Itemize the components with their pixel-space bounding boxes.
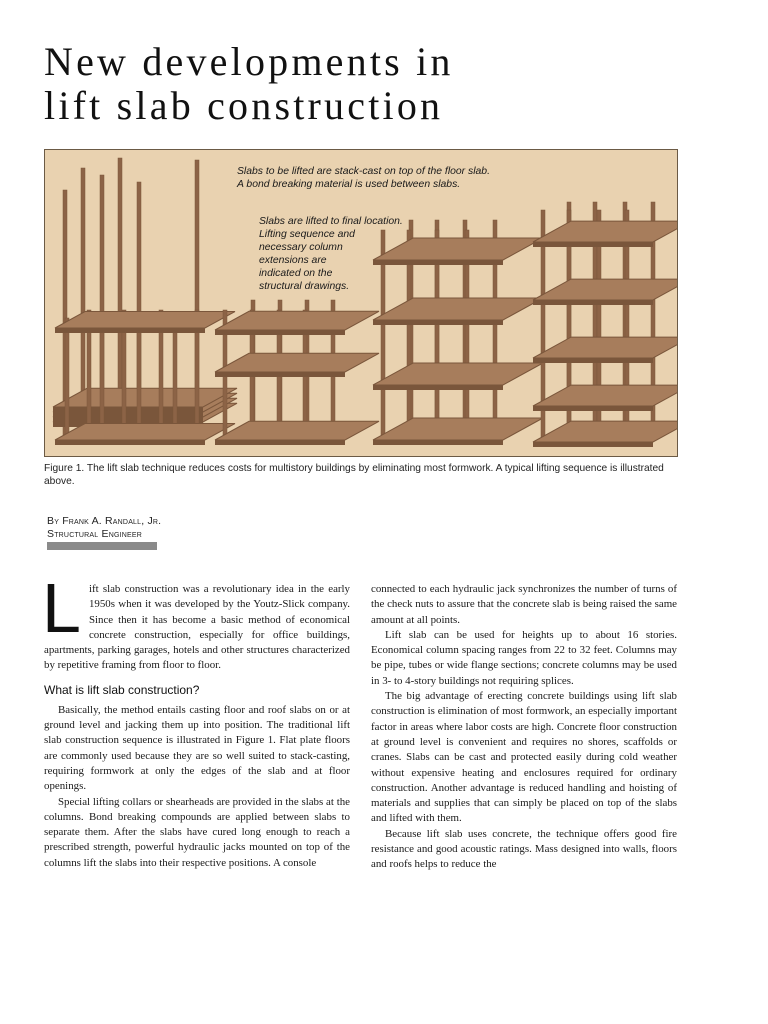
body-paragraph <box>42 569 350 674</box>
figure-label-lift-1: Slabs are lifted to final location. <box>259 216 403 227</box>
body-column-right <box>371 582 677 873</box>
paragraph-text: ift slab construction was a revolutionary idea in the early 1950s when it was developed by the Youtz-Slick company. Since then it has become a basic method of economical concrete construction, especially for office buildings, apartments, parking garages, hotels and other structures characterized by repetitive framing from floor to floor. <box>44 583 350 672</box>
stack-slab-stage1-edge <box>53 417 203 422</box>
slab-stage4 <box>373 238 543 260</box>
figure-label-lift-3: necessary column <box>259 242 343 253</box>
stack-slab-stage1-edge <box>53 412 203 417</box>
ground-slab-stage2-edge <box>55 440 205 445</box>
slab-stage3-edge <box>215 372 345 377</box>
title-line-1: New developments in <box>44 39 454 84</box>
lifted-slab-stage2 <box>55 312 235 329</box>
slab-stage4 <box>373 298 543 320</box>
slab-stage5-edge <box>533 358 653 363</box>
slab-stage5-edge <box>533 242 653 247</box>
slab-stage3-edge <box>215 440 345 445</box>
lifted-slab-stage2-edge <box>55 328 205 333</box>
column-stage2 <box>65 318 69 442</box>
figure-caption: Figure 1. The lift slab technique reduces costs for multistory buildings by eliminating most formwork. A typical lifting sequence is illustrated above. <box>44 463 664 487</box>
figure-label-stack-cast: Slabs to be lifted are stack-cast on top of the floor slab. <box>237 166 490 177</box>
slab-stage4-edge <box>373 320 503 325</box>
slab-stage5-edge <box>533 406 653 411</box>
byline-divider-bar <box>47 542 157 550</box>
body-paragraph: The big advantage of erecting concrete buildings using lift slab construction is elimination of most formwork, an especially important factor in areas where labor costs are high. Concrete floor construction at ground level is convenient and requires no shores, scaffolds or cranes. Slabs can be cast and protected easily during cold weather without expensive heating and enclosures required for ordinary construction. Another advantage is reduced handling and hoisting of materials and supplies that can simply be placed on top of the slabs and lifted with them. <box>371 690 677 825</box>
byline-author: By Frank A. Randall, Jr. <box>47 515 162 527</box>
drop-cap: L <box>42 569 81 647</box>
body-paragraph: connected to each hydraulic jack synchronizes the number of turns of the check nuts to assure that the concrete slab is being raised the same amount at all points. <box>371 583 677 626</box>
title-line-2: lift slab construction <box>44 83 444 128</box>
slab-stage5 <box>533 221 677 242</box>
slab-stage4 <box>373 418 543 440</box>
slab-stage4 <box>373 363 543 385</box>
slab-stage5-edge <box>533 442 653 447</box>
figure-label-lift-6: structural drawings. <box>259 281 350 292</box>
slab-stage5 <box>533 279 677 300</box>
figure-label-lift-5: indicated on the <box>259 268 333 279</box>
stack-slab-stage1-edge <box>53 407 203 412</box>
slab-stage4-edge <box>373 440 503 445</box>
slab-stage4-edge <box>373 385 503 390</box>
figure-label-lift-2: Lifting sequence and <box>259 229 355 240</box>
body-column-left <box>42 569 350 871</box>
slab-stage5 <box>533 385 677 406</box>
byline <box>47 515 161 541</box>
slab-stage3 <box>215 311 379 330</box>
byline-role: Structural Engineer <box>47 528 143 540</box>
body-paragraph: Special lifting collars or shearheads are provided in the slabs at the columns. Bond breaking compounds are applied between slabs to separate them. After the slabs have cured long enough to reach a prescribed strength, powerful hydraulic jacks mounted on top of the columns lift the slabs into their respective positions. A console <box>44 795 350 869</box>
figure-illustration <box>44 149 678 457</box>
figure-label-bond-breaking: A bond breaking material is used between slabs. <box>237 179 461 190</box>
section-heading: What is lift slab construction? <box>44 682 200 697</box>
body-paragraph: Basically, the method entails casting floor and roof slabs on or at ground level and jacking them up into position. The traditional lift slab construction sequence is illustrated in Figure 1. Flat plate floors are commonly used because they are so well suited to stack-casting, requiring formwork at only the edges of the slab and at floor openings. <box>44 703 350 793</box>
slab-stage3 <box>215 421 379 440</box>
figure-label-lift-4: extensions are <box>259 255 327 266</box>
slab-stage3-edge <box>215 330 345 335</box>
slab-stage4-edge <box>373 260 503 265</box>
slab-stage5-edge <box>533 300 653 305</box>
slab-stage5 <box>533 421 677 442</box>
slab-stage3 <box>215 353 379 372</box>
body-paragraph: Lift slab can be used for heights up to about 16 stories. Economical column spacing ranges from 22 to 32 feet. Columns may be pipe, tubes or wide flange sections; concrete columns may be used in 3- to 4-story buildings not requiring splices. <box>371 628 677 687</box>
ground-slab-stage2 <box>55 424 235 441</box>
lift-slab-sequence-diagram <box>45 150 677 456</box>
slab-stage5 <box>533 337 677 358</box>
article-title <box>44 40 724 128</box>
body-paragraph: Because lift slab uses concrete, the technique offers good fire resistance and good acoustic ratings. Mass designed into walls, floors and roofs helps to reduce the <box>371 827 677 871</box>
